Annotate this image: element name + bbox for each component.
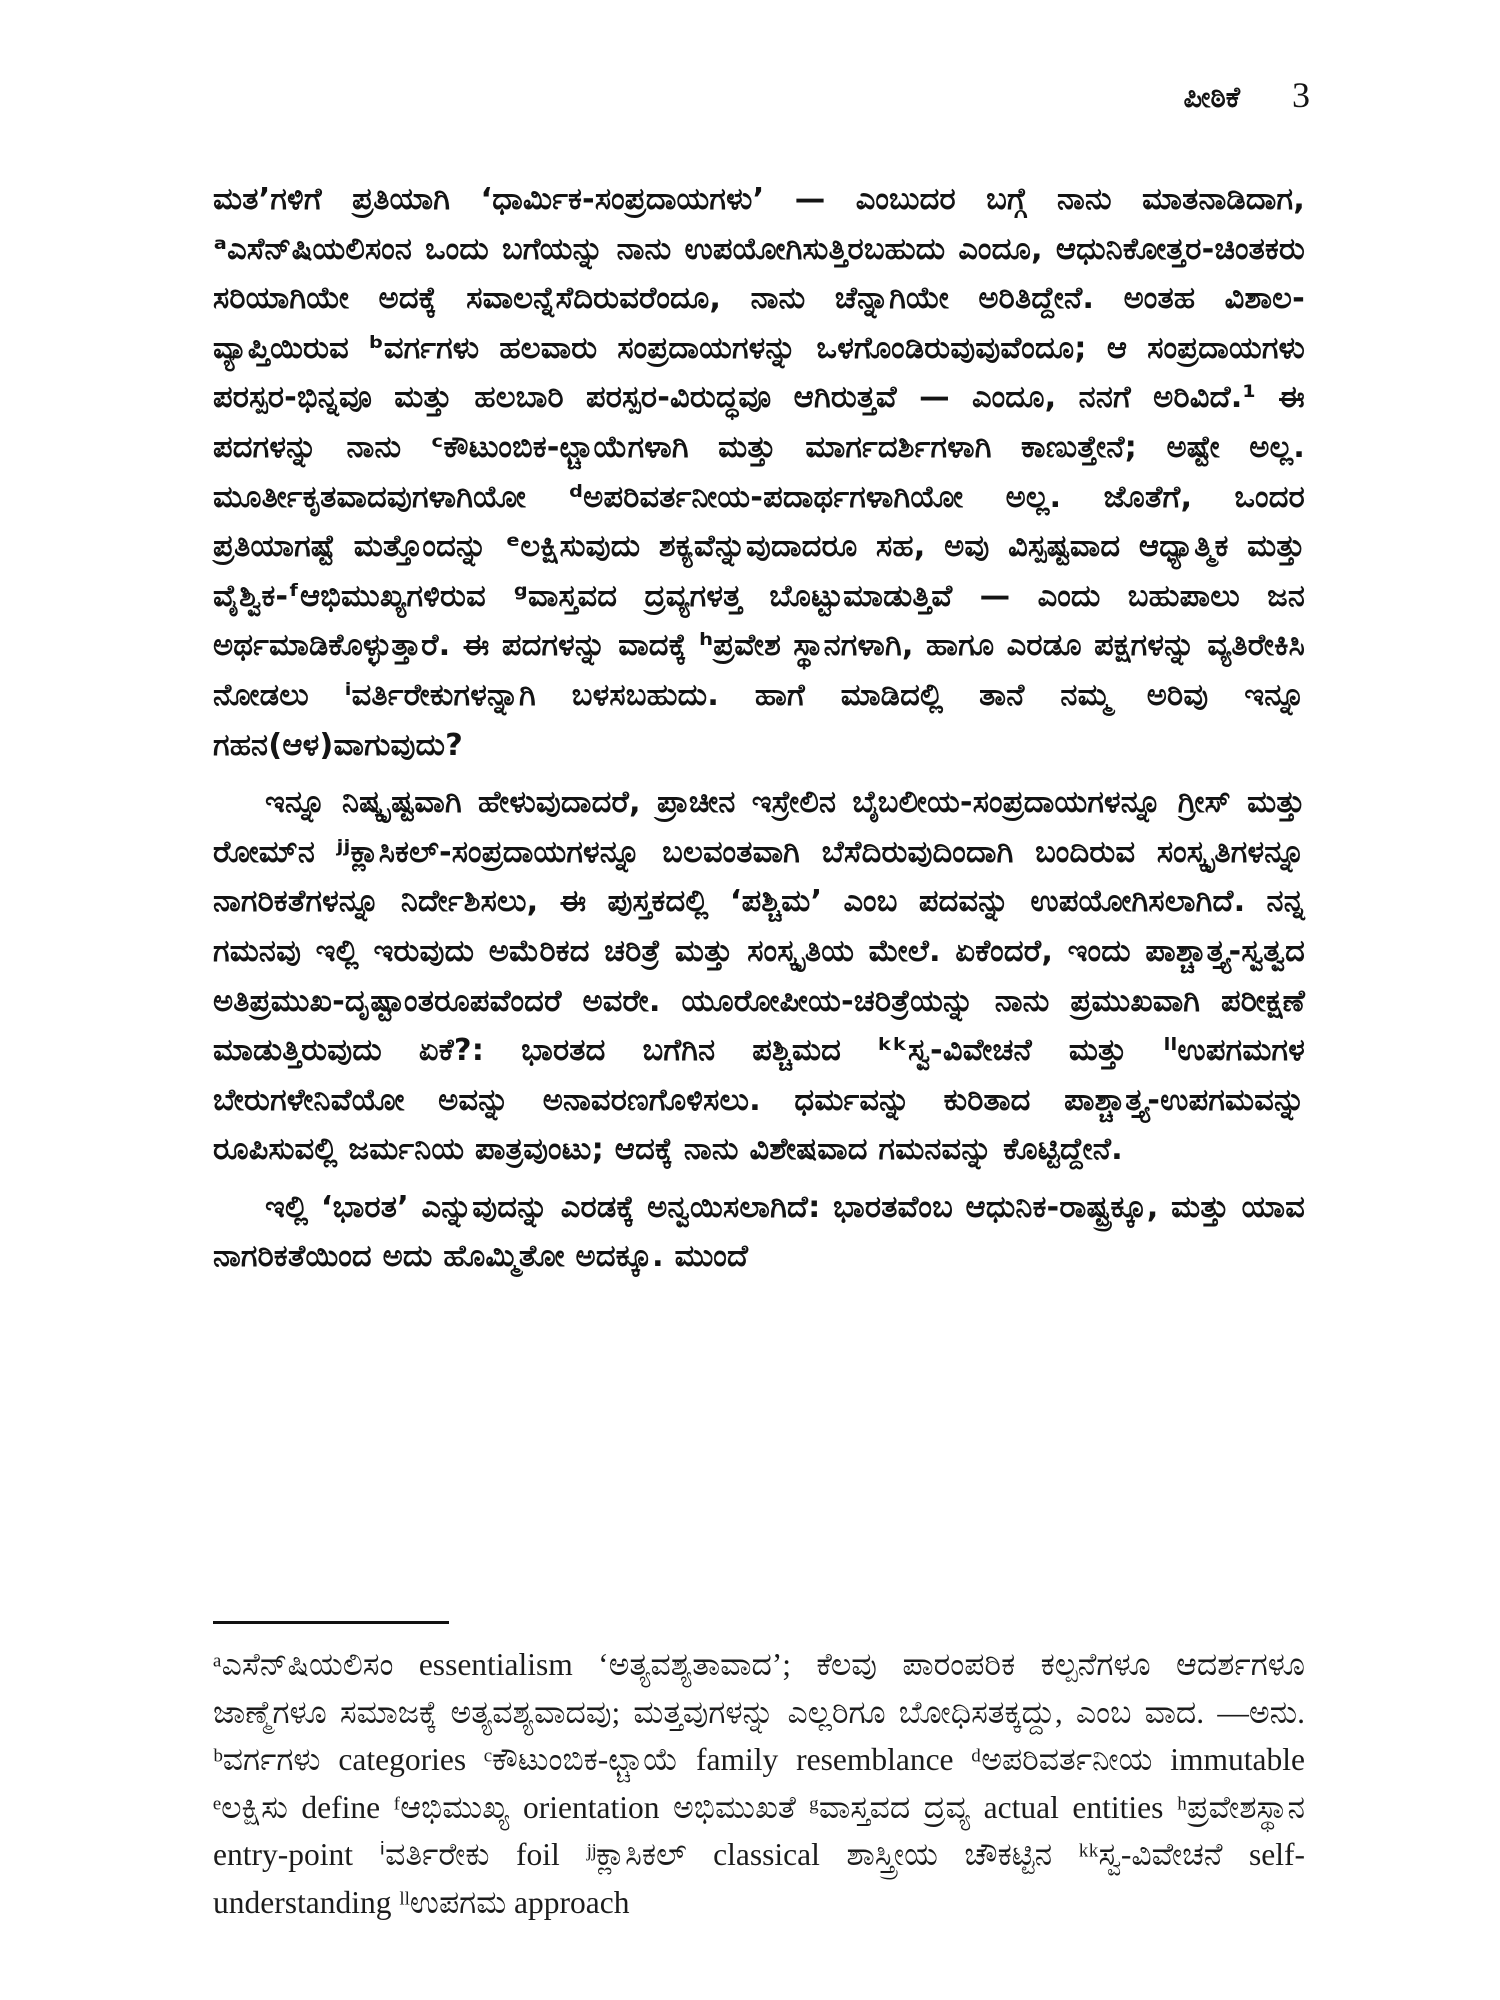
running-title: ಪೀಠಿಕೆ (1183, 80, 1240, 114)
footnotes (213, 1641, 1305, 1926)
footnote-divider (213, 1621, 449, 1624)
page-number: 3 (1292, 75, 1310, 115)
body-text (213, 175, 1305, 1282)
paragraph: ಇಲ್ಲಿ ‘ಭಾರತ’ ಎನ್ನುವುದನ್ನು ಎರಡಕ್ಕೆ ಅನ್ವಯಿಸಲಾಗಿದೆ: ಭಾರತವೆಂಬ ಆಧುನಿಕ-ರಾಷ್ಟ್ರಕ್ಕೂ, ಮತ್ತು ಯಾವ ನಾಗರಿಕತೆಯಿಂದ ಅದು ಹೊಮ್ಮಿತೋ ಅದಕ್ಕೂ. ಮುಂದೆ (213, 1189, 1305, 1275)
paragraph: ಇನ್ನೂ ನಿಷ್ಕೃಷ್ಟವಾಗಿ ಹೇಳುವುದಾದರೆ, ಪ್ರಾಚೀನ ಇಸ್ರೇಲಿನ ಬೈಬಲೀಯ-ಸಂಪ್ರದಾಯಗಳನ್ನೂ ಗ್ರೀಸ್ ಮತ್ತು ರೋಮ್‌ನ ʲʲಕ್ಲಾಸಿಕಲ್-ಸಂಪ್ರದಾಯಗಳನ್ನೂ ಬಲವಂತವಾಗಿ ಬೆಸೆದಿರುವುದಿಂದಾಗಿ ಬಂದಿರುವ ಸಂಸ್ಕೃತಿಗಳನ್ನೂ ನಾಗರಿಕತೆಗಳನ್ನೂ ನಿರ್ದೇಶಿಸಲು, ಈ ಪುಸ್ತಕದಲ್ಲಿ ‘ಪಶ್ಚಿಮ’ ಎಂಬ ಪದವನ್ನು ಉಪಯೋಗಿಸಲಾಗಿದೆ. ನನ್ನ ಗಮನವು ಇಲ್ಲಿ ಇರುವುದು ಅಮೆರಿಕದ ಚರಿತ್ರೆ ಮತ್ತು ಸಂಸ್ಕೃತಿಯ ಮೇಲೆ. ಏಕೆಂದರೆ, ಇಂದು ಪಾಶ್ಚಾತ್ತ್ಯ-ಸ್ವತ್ವದ ಅತಿಪ್ರಮುಖ-ದೃಷ್ಟಾಂತರೂಪವೆಂದರೆ ಅವರೇ. ಯೂರೋಪೀಯ-ಚರಿತ್ರೆಯನ್ನು ನಾನು ಪ್ರಮುಖವಾಗಿ ಪರೀಕ್ಷಣೆ ಮಾಡುತ್ತಿರುವುದು ಏಕೆ?: ಭಾರತದ ಬಗೆಗಿನ ಪಶ್ಚಿಮದ ᵏᵏಸ್ವ-ವಿವೇಚನೆ ಮತ್ತು ˡˡಉಪಗಮಗಳ ಬೇರುಗಳೇನಿವೆಯೋ ಅವನ್ನು ಅನಾವರಣಗೊಳಿಸಲು. ಧರ್ಮವನ್ನು ಕುರಿತಾದ ಪಾಶ್ಚಾತ್ತ್ಯ-ಉಪಗಮವನ್ನು ರೂಪಿಸುವಲ್ಲಿ ಜರ್ಮನಿಯ ಪಾತ್ರವುಂಟು; ಆದಕ್ಕೆ ನಾನು ವಿಶೇಷವಾದ ಗಮನವನ್ನು ಕೊಟ್ಟಿದ್ದೇನೆ. (213, 785, 1305, 1168)
paragraph: ಮತ’ಗಳಿಗೆ ಪ್ರತಿಯಾಗಿ ‘ಧಾರ್ಮಿಕ-ಸಂಪ್ರದಾಯಗಳು’ — ಎಂಬುದರ ಬಗ್ಗೆ ನಾನು ಮಾತನಾಡಿದಾಗ, ᵃಎಸೆನ್‌ಷಿಯಲಿಸಂನ ಒಂದು ಬಗೆಯನ್ನು ನಾನು ಉಪಯೋಗಿಸುತ್ತಿರಬಹುದು ಎಂದೂ, ಆಧುನಿಕೋತ್ತರ-ಚಿಂತಕರು ಸರಿಯಾಗಿಯೇ ಅದಕ್ಕೆ ಸವಾಲನ್ನೆಸೆದಿರುವರೆಂದೂ, ನಾನು ಚೆನ್ನಾಗಿಯೇ ಅರಿತಿದ್ದೇನೆ. ಅಂತಹ ವಿಶಾಲ-ವ್ಯಾಪ್ತಿಯಿರುವ ᵇವರ್ಗಗಳು ಹಲವಾರು ಸಂಪ್ರದಾಯಗಳನ್ನು ಒಳಗೊಂಡಿರುವುವುವೆಂದೂ; ಆ ಸಂಪ್ರದಾಯಗಳು ಪರಸ್ಪರ-ಭಿನ್ನವೂ ಮತ್ತು ಹಲಬಾರಿ ಪರಸ್ಪರ-ವಿರುದ್ಧವೂ ಆಗಿರುತ್ತವೆ — ಎಂದೂ, ನನಗೆ ಅರಿವಿದೆ.¹ ಈ ಪದಗಳನ್ನು ನಾನು ᶜಕೌಟುಂಬಿಕ-ಛ್ಚಾಯೆಗಳಾಗಿ ಮತ್ತು ಮಾರ್ಗದರ್ಶಿಗಳಾಗಿ ಕಾಣುತ್ತೇನೆ; ಅಷ್ಟೇ ಅಲ್ಲ. ಮೂರ್ತೀಕೃತವಾದವುಗಳಾಗಿಯೋ ᵈಅಪರಿವರ್ತನೀಯ-ಪದಾರ್ಥಗಳಾಗಿಯೋ ಅಲ್ಲ. ಜೊತೆಗೆ, ಒಂದರ ಪ್ರತಿಯಾಗಷ್ಟೆ ಮತ್ತೊಂದನ್ನು ᵉಲಕ್ಷಿಸುವುದು ಶಕ್ಯವೆನ್ನುವುದಾದರೂ ಸಹ, ಅವು ವಿಸ್ಪಷ್ಟವಾದ ಆಧ್ಯಾತ್ಮಿಕ ಮತ್ತು ವೈಶ್ವಿಕ-ᶠಆಭಿಮುಖ್ಯಗಳಿರುವ ᵍವಾಸ್ತವದ ದ್ರವ್ಯಗಳತ್ತ ಬೊಟ್ಟುಮಾಡುತ್ತಿವೆ — ಎಂದು ಬಹುಪಾಲು ಜನ ಅರ್ಥಮಾಡಿಕೊಳ್ಳುತ್ತಾರೆ. ಈ ಪದಗಳನ್ನು ವಾದಕ್ಕೆ ʰಪ್ರವೇಶ ಸ್ಥಾನಗಳಾಗಿ, ಹಾಗೂ ಎರಡೂ ಪಕ್ಷಗಳನ್ನು ವ್ಯತಿರೇಕಿಸಿ ನೋಡಲು ⁱವರ್ತಿರೇಕುಗಳನ್ನಾಗಿ ಬಳಸಬಹುದು. ಹಾಗೆ ಮಾಡಿದಲ್ಲಿ ತಾನೆ ನಮ್ಮ ಅರಿವು ಇನ್ನೂ ಗಹನ(ಆಳ)ವಾಗುವುದು? (213, 182, 1305, 763)
page-header (1090, 74, 1310, 134)
footnote-text: ᵃಎಸೆನ್‌ಷಿಯಲಿಸಂ essentialism ‘ಅತ್ಯವಶ್ಯತಾವಾದ’; ಕೆಲವು ಪಾರಂಪರಿಕ ಕಲ್ಪನೆಗಳೂ ಆದರ್ಶಗಳೂ ಜಾಣ್ಮೆಗಳೂ ಸಮಾಜಕ್ಕೆ ಅತ್ಯವಶ್ಯವಾದವು; ಮತ್ತವುಗಳನ್ನು ಎಲ್ಲರಿಗೂ ಬೋಧಿಸತಕ್ಕದ್ದು, ಎಂಬ ವಾದ. —ಅನು. ᵇವರ್ಗಗಳು categories ᶜಕೌಟುಂಬಿಕ-ಛ್ಚಾಯೆ family resemblance ᵈಅಪರಿವರ್ತನೀಯ immutable ᵉಲಕ್ಷಿಸು define ᶠಆಭಿಮುಖ್ಯ orientation ಅಭಿಮುಖತೆ ᵍವಾಸ್ತವದ ದ್ರವ್ಯ actual entities ʰಪ್ರವೇಶಸ್ಥಾನ entry-point ⁱವರ್ತಿರೇಕು foil ʲʲಕ್ಲಾಸಿಕಲ್ classical ಶಾಸ್ತ್ರೀಯ ಚೌಕಟ್ಟಿನ ᵏᵏಸ್ವ-ವಿವೇಚನೆ self-understanding ˡˡಉಪಗಮ approach (213, 1647, 1305, 1920)
